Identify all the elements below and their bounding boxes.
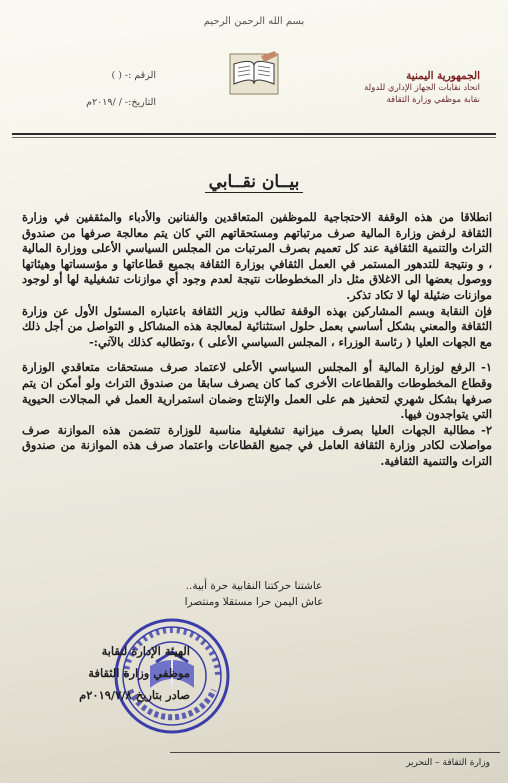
footer-text: وزارة الثقافة – التحرير (406, 758, 490, 768)
item-number: ٢- (481, 422, 492, 437)
reference-date: التاريخ:- / /٢٠١٩م (86, 97, 156, 108)
item-text: الرفع لوزارة المالية أو المجلس السياسي الأعلى لاعتماد صرف مستحقات متعاقدي الوزارة وقطاع المخطوطات والقطاعات الأخرى كما كان يصرف سابقا من صندوق التراث ولو أمكن ان يتم صرفها بشكل شهري لتحفيز هم على العمل والإنتاج وضمان استمرارية العمل في المجالات الحيوية التي يتواجدون فيها. (22, 360, 492, 422)
item-number: ١- (481, 360, 492, 375)
book-emblem-icon (228, 50, 280, 98)
closing-line-2: عاش اليمن حرا مستقلا ومنتصرا (184, 596, 324, 608)
bismillah: بسم الله الرحمن الرحيم (203, 16, 305, 27)
org-line-2: اتحاد نقابات الجهاز الإداري للدولة (364, 83, 480, 93)
document-title (0, 172, 508, 192)
demand-item-1 (22, 360, 492, 422)
signature-line-2: موظفي وزارة الثقافة (88, 666, 190, 680)
closing-slogans (0, 578, 508, 610)
org-line-1: الجمهورية اليمنية (406, 70, 480, 82)
reference-block (36, 62, 156, 116)
title-text: بيــان نقــابي (205, 172, 304, 193)
closing-line-1: عاشتنا حركتنا النقابية حرة أبية.. (185, 580, 323, 592)
reference-number: الرقم :- ( ) (111, 70, 156, 81)
paragraph-1: انطلاقا من هذه الوقفة الاحتجاجية للموظفين المتعاقدين والفنانين والأدباء والمثقفين في وزارة الثقافة لرفض وزارة المالية صرف مرتباتهم ومستحقاتهم التي كان يتم معالجة صرفها من صندوق التراث والتنمية الثقافية عند كل تعميم بصرف المرتبات من المجلس السياسي الأعلى ووزارة المالية ، و ونتيجة للتدهور المستمر في العمل الثقافي بوزارة الثقافة بجميع قطاعاتها و مؤسساتها وهيئاتها ووصول بعضها الى الاغلاق مثل دار المخطوطات نتيجة لعدم وجود أي موازنات تشغيلية لها أو لوجود موازنات ضئيلة لها لا تكاد تذكر. (22, 210, 492, 302)
signature-line-1: الهيئة الإدارة لنقابة (101, 644, 190, 658)
footer-divider (170, 752, 500, 753)
paragraph-2: فإن النقابة وبسم المشاركين بهذه الوقفة تطالب وزير الثقافة باعتباره المسئول الأول عن وزارة الثقافة والمعني بشكل أساسي بعمل حلول استثنائية لمعالجة هذه المشاكل و التواصل من أجل ذلك مع الجهات العليا ( رئاسة الوزراء ، المجلس السياسي الأعلى ) ،وتطالبه كذلك بالآتي:- (22, 303, 492, 349)
org-line-3: نقابة موظفي وزارة الثقافة (386, 95, 480, 105)
statement-body (22, 210, 492, 470)
item-text: مطالبة الجهات العليا بصرف ميزانية تشغيلية مناسبة للوزارة تتضمن هذه الموازنة صرف مواصلات لكادر وزارة الثقافة العامل في جميع القطاعات واعتماد صرف هذه الموازنة من صندوق التراث والتنمية الثقافية. (22, 422, 492, 468)
demand-item-2 (22, 423, 492, 470)
organization-header (330, 70, 480, 106)
signature-date: صادر بتاريخ ٢٠١٩/٧/٨م (79, 688, 190, 702)
header-divider-thin (12, 137, 496, 138)
signature-block (15, 640, 190, 706)
header-divider (12, 133, 496, 135)
